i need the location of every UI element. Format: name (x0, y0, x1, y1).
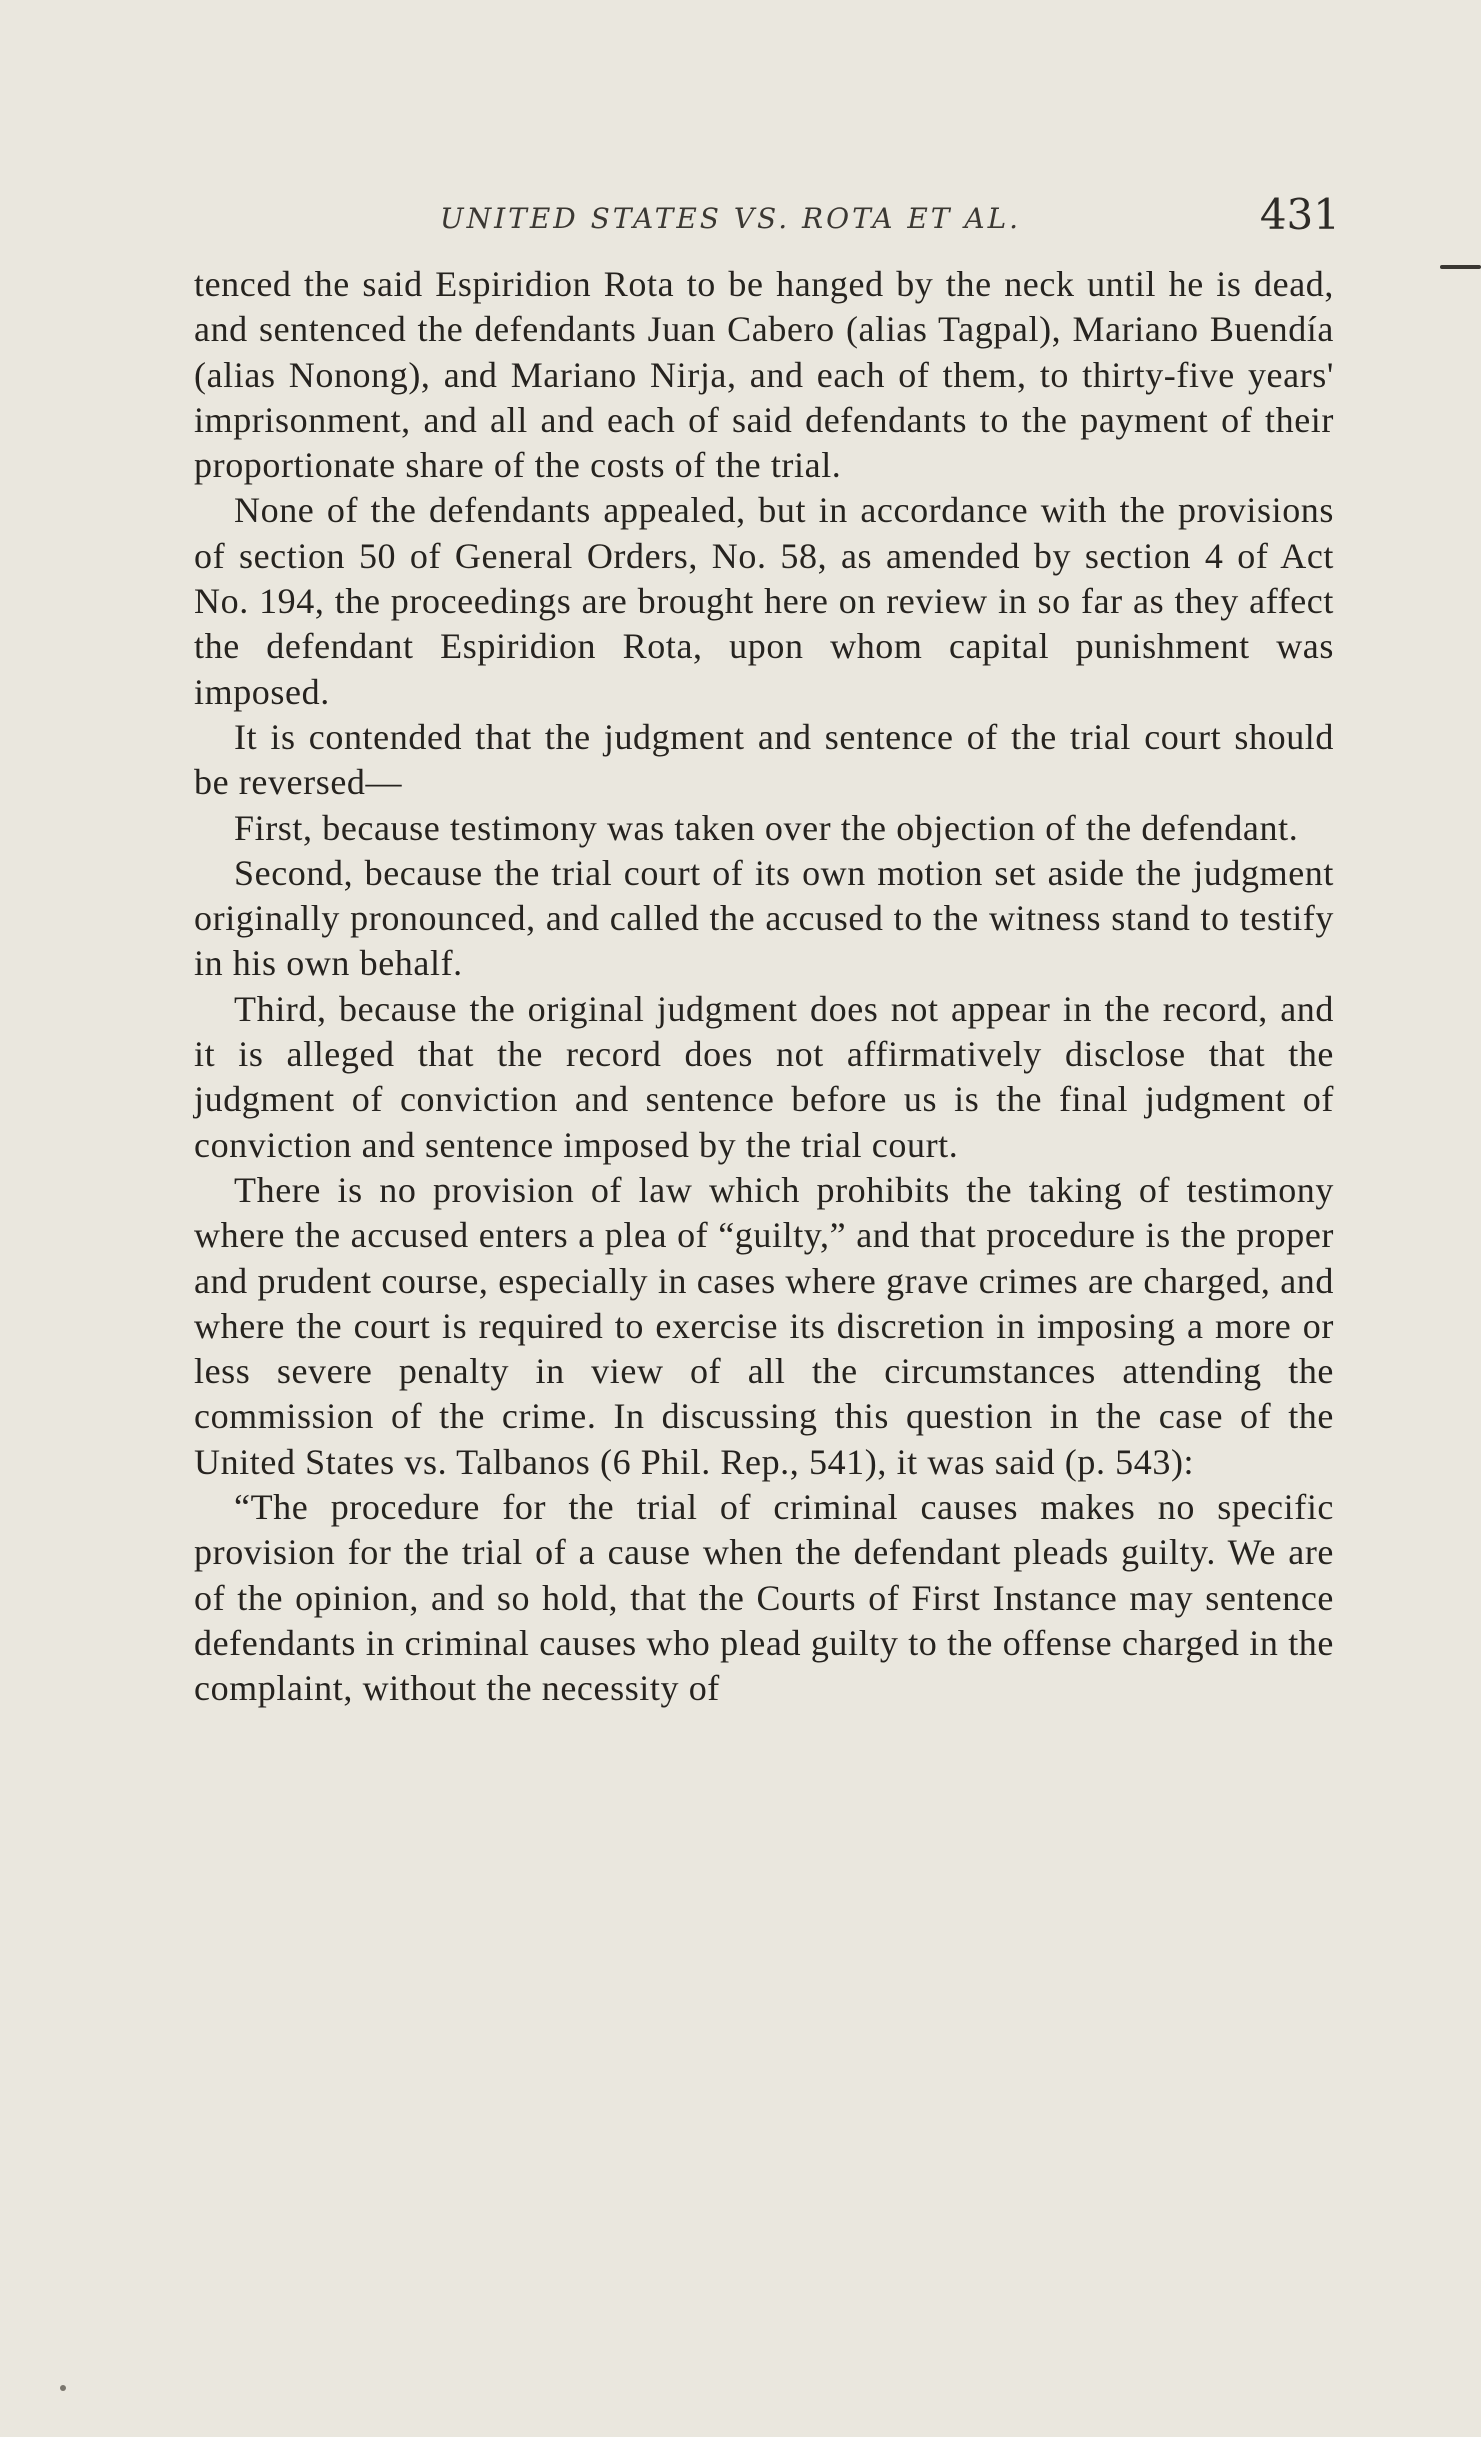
body-text (194, 262, 1334, 1712)
page-header (250, 190, 1340, 250)
paragraph: There is no provision of law which prohibits the taking of testimony where the accused enters a plea of “guilty,” and that procedure is the proper and prudent course, especially in cases where grave crimes are charged, and where the court is required to exercise its discretion in imposing a more or less severe penalty in view of all the circumstances attending the commission of the crime. In discussing this question in the case of the United States vs. Talbanos (6 Phil. Rep., 541), it was said (p. 543): (194, 1169, 1334, 1482)
paragraph: “The procedure for the trial of criminal causes makes no specific provision for the trial of a cause when the defendant pleads guilty. We are of the opinion, and so hold, that the Courts of First Instance may sentence defendants in criminal causes who plead guilty to the offense charged in the complaint, without the necessity of (194, 1487, 1334, 1709)
paragraph: Second, because the trial court of its own motion set aside the judgment originally pronounced, and called the accused to the witness stand to testify in his own behalf. (194, 852, 1334, 984)
paragraph: First, because testimony was taken over the objection of the defendant. (234, 807, 1299, 848)
page-speck (60, 2385, 66, 2391)
paragraph: Third, because the original judgment does not appear in the record, and it is alleged that the record does not affirmatively disclose that the judgment of conviction and sentence before us is the final judgment of conviction and sentence imposed by the trial court. (194, 988, 1334, 1165)
paragraph: tenced the said Espiridion Rota to be hanged by the neck until he is dead, and sentenced the defendants Juan Cabero (alias Tagpal), Mariano Buendía (alias Nonong), and Mariano Nirja, and each of them, to thirty-five years' imprisonment, and all and each of said defendants to the payment of their proportionate share of the costs of the trial. (194, 264, 1334, 486)
page-edge-mark (1440, 265, 1481, 269)
page-number: 431 (1259, 190, 1340, 239)
paragraph: None of the defendants appealed, but in accordance with the provisions of section 50 of General Orders, No. 58, as amended by section 4 of Act No. 194, the proceedings are brought here on review in so far as they affect the defendant Espiridion Rota, upon whom capital punishment was imposed. (194, 490, 1334, 712)
paragraph: It is contended that the judgment and sentence of the trial court should be reversed— (194, 716, 1334, 803)
running-head: UNITED STATES VS. ROTA ET AL. (440, 202, 1022, 235)
